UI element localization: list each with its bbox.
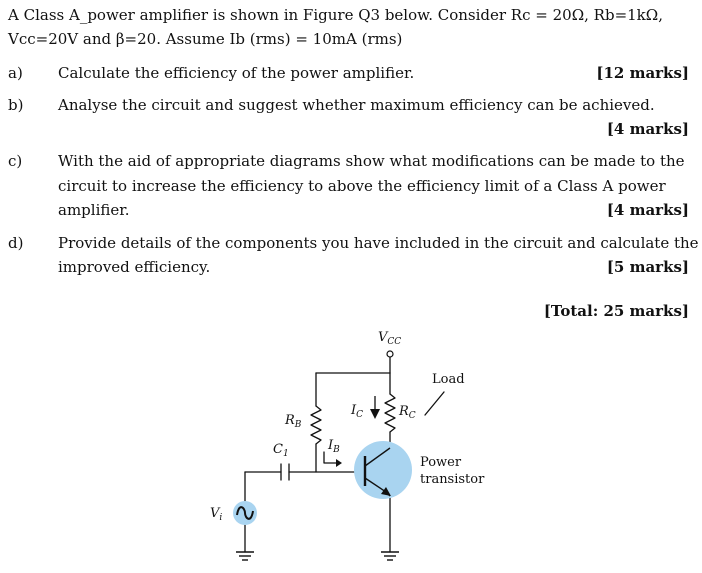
question-d-letter: d)	[8, 234, 24, 252]
question-b-marks: [4 marks]	[606, 120, 689, 138]
rc-label: $R_C$	[399, 404, 416, 421]
ic-arrow-icon	[370, 409, 380, 419]
intro-line-1: A Class A_power amplifier is shown in Figure Q3 below. Consider Rc = 20Ω, Rb=1kΩ,	[8, 6, 663, 24]
source-ground-icon	[236, 552, 254, 560]
question-b-letter: b)	[8, 96, 24, 114]
question-d-text-1: Provide details of the components you have included in the circuit and calculate the	[58, 234, 699, 252]
c1-label: $C_1$	[273, 442, 289, 459]
vcc-terminal	[387, 351, 393, 357]
circuit-diagram	[0, 318, 702, 573]
ib-arrow-icon	[336, 459, 342, 467]
vcc-label: $V_{CC}$	[378, 330, 402, 347]
question-a-marks: [12 marks]	[596, 64, 689, 82]
question-c-text-2: circuit to increase the efficiency to above the efficiency limit of a Class A power	[58, 177, 666, 195]
question-a-letter: a)	[8, 64, 23, 82]
rb-resistor	[311, 406, 321, 444]
question-a-text: Calculate the efficiency of the power amplifier.	[58, 64, 415, 82]
question-c-marks: [4 marks]	[606, 201, 689, 219]
power-label: Power	[420, 455, 462, 470]
question-c-letter: c)	[8, 152, 23, 170]
rb-label: $R_B$	[285, 413, 302, 430]
ib-label: $I_B$	[328, 438, 340, 455]
question-c-text-1: With the aid of appropriate diagrams show what modifications can be made to the	[58, 152, 685, 170]
total-marks: [Total: 25 marks]	[543, 302, 689, 320]
vi-label: $V_i$	[210, 506, 223, 523]
emitter-ground-icon	[381, 552, 399, 560]
intro-line-2: Vcc=20V and β=20. Assume Ib (rms) = 10mA (rms)	[8, 30, 403, 48]
question-d-text-2: improved efficiency.	[58, 258, 211, 276]
question-b-text: Analyse the circuit and suggest whether maximum efficiency can be achieved.	[58, 96, 655, 114]
question-d-marks: [5 marks]	[606, 258, 689, 276]
question-c-text-3: amplifier.	[58, 201, 130, 219]
transistor-label: transistor	[420, 472, 485, 487]
load-label: Load	[432, 372, 465, 387]
ic-label: $I_C$	[351, 403, 364, 420]
rc-resistor	[385, 394, 395, 432]
